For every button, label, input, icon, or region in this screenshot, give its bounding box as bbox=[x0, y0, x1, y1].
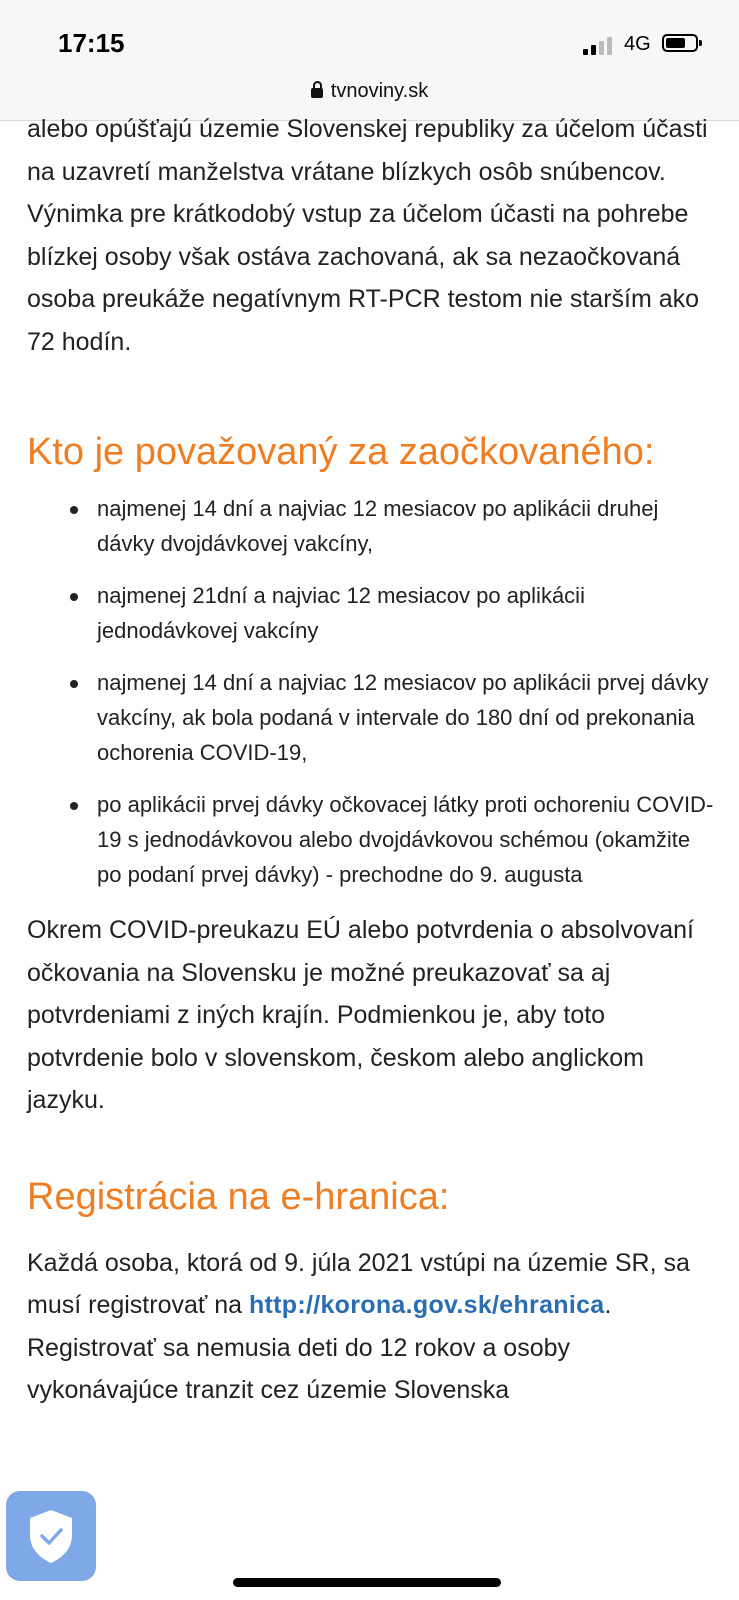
list-item: po aplikácii prvej dávky očkovacej látky proti ochoreniu COVID-19 s jednodávkovou alebo dvojdávkovou schémou (okamžite po podaní prvej dávky) - prechodne do 9. augusta bbox=[27, 787, 717, 892]
home-indicator[interactable] bbox=[233, 1578, 501, 1587]
battery-icon bbox=[662, 34, 698, 52]
registration-text-after: . Registrovať sa nemusia deti do 12 rokov a osoby vykonávajúce tranzit cez územie Slovenska bbox=[27, 1291, 612, 1404]
heading-vaccinated: Kto je považovaný za zaočkovaného: bbox=[27, 431, 655, 473]
status-bar bbox=[0, 0, 739, 78]
shield-button[interactable] bbox=[6, 1491, 96, 1581]
lock-icon bbox=[311, 88, 323, 98]
list-item: najmenej 21dní a najviac 12 mesiacov po aplikácii jednodávkovej vakcíny bbox=[27, 578, 717, 648]
registration-paragraph bbox=[27, 1242, 717, 1412]
cellular-signal-icon bbox=[583, 35, 623, 55]
address-domain[interactable] bbox=[0, 80, 739, 103]
certificate-paragraph: Okrem COVID-preukazu EÚ alebo potvrdenia o absolvovaní očkovania na Slovensku je možné preukazovať sa aj potvrdeniami z iných krajín. Podmienkou je, aby toto potvrdenie bolo v slovenskom, českom alebo anglickom jazyku. bbox=[27, 916, 694, 1114]
list-item: najmenej 14 dní a najviac 12 mesiacov po aplikácii druhej dávky dvojdávkovej vakcíny, bbox=[27, 491, 717, 561]
shield-check-icon bbox=[26, 1507, 76, 1565]
heading-registration: Registrácia na e-hranica: bbox=[27, 1175, 450, 1218]
vaccinated-list bbox=[27, 491, 717, 892]
registration-text-before: Každá osoba, ktorá od 9. júla 2021 vstúpi na územie SR, sa musí registrovať na bbox=[27, 1248, 690, 1319]
ehranica-link[interactable]: http://korona.gov.sk/ehranica bbox=[248, 1291, 605, 1319]
status-time: 17:15 bbox=[58, 28, 125, 58]
intro-paragraph: alebo opúšťajú územie Slovenskej republiky za účelom účasti na uzavretí manželstva vrátane blízkych osôb snúbencov. Výnimka pre krátkodobý vstup za účelom účasti na pohrebe blízkej osoby však ostáva zachovaná, ak sa nezaočkovaná osoba preukáže negatívnym RT-PCR testom nie starším ako 72 hodín. bbox=[27, 115, 708, 356]
network-type: 4G bbox=[624, 33, 651, 55]
list-item: najmenej 14 dní a najviac 12 mesiacov po aplikácii prvej dávky vakcíny, ak bola podaná v intervale do 180 dní od prekonania ochorenia COVID-19, bbox=[27, 665, 717, 770]
article-content bbox=[27, 108, 717, 1412]
domain-text: tvnoviny.sk bbox=[330, 80, 429, 102]
